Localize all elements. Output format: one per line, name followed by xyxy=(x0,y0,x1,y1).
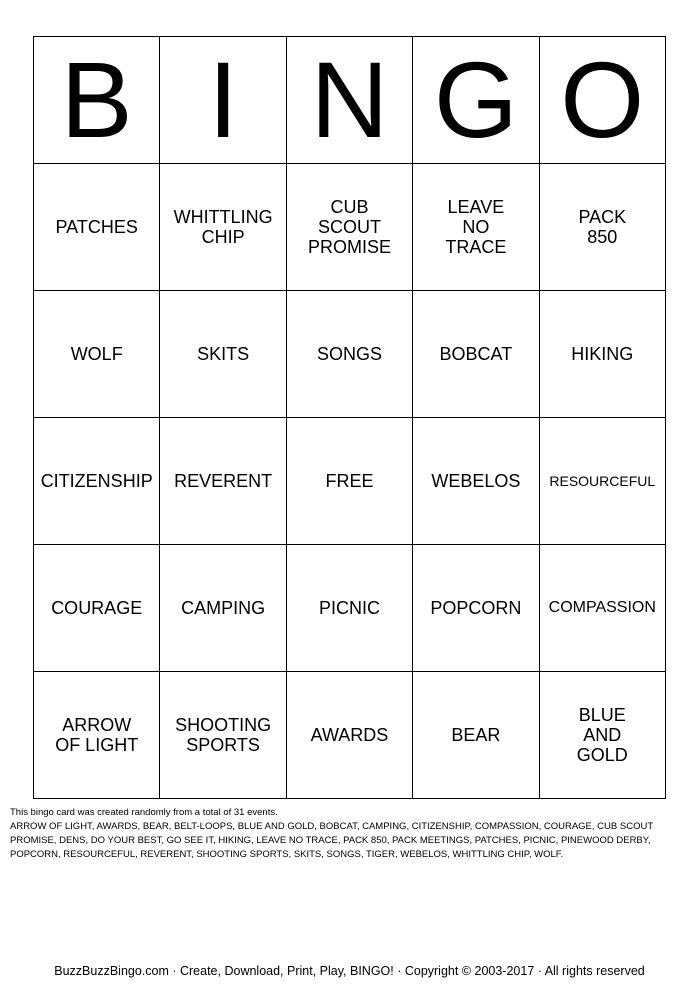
header-letter-g: G xyxy=(413,37,539,164)
bingo-cell: AWARDS xyxy=(286,672,412,799)
bingo-row xyxy=(34,672,666,799)
bingo-cell: REVERENT xyxy=(160,418,286,545)
bingo-cell: LEAVE NO TRACE xyxy=(413,164,539,291)
bingo-cell: CITIZENSHIP xyxy=(34,418,160,545)
header-letter-o: O xyxy=(539,37,665,164)
bingo-row xyxy=(34,164,666,291)
bingo-cell: WEBELOS xyxy=(413,418,539,545)
header-letter-i: I xyxy=(160,37,286,164)
free-space-cell: FREE xyxy=(286,418,412,545)
card-info xyxy=(10,806,660,862)
bingo-cell: WOLF xyxy=(34,291,160,418)
bingo-cell: BOBCAT xyxy=(413,291,539,418)
bingo-cell: CUB SCOUT PROMISE xyxy=(286,164,412,291)
bingo-cell: SONGS xyxy=(286,291,412,418)
page-footer: BuzzBuzzBingo.com · Create, Download, Print, Play, BINGO! · Copyright © 2003-2017 · All rights reserved xyxy=(54,964,645,978)
bingo-cell: PACK 850 xyxy=(539,164,665,291)
bingo-cell: BEAR xyxy=(413,672,539,799)
card-info-intro: This bingo card was created randomly from a total of 31 events. xyxy=(10,807,278,818)
bingo-row xyxy=(34,291,666,418)
bingo-header-row xyxy=(34,37,666,164)
bingo-cell: POPCORN xyxy=(413,545,539,672)
bingo-cell: CAMPING xyxy=(160,545,286,672)
header-letter-n: N xyxy=(286,37,412,164)
bingo-cell: RESOURCEFUL xyxy=(539,418,665,545)
bingo-cell: COMPASSION xyxy=(539,545,665,672)
bingo-cell: COURAGE xyxy=(34,545,160,672)
header-letter-b: B xyxy=(34,37,160,164)
bingo-card xyxy=(33,36,666,799)
bingo-row xyxy=(34,418,666,545)
card-info-events: ARROW OF LIGHT, AWARDS, BEAR, BELT-LOOPS, BLUE AND GOLD, BOBCAT, CAMPING, CITIZENSHIP, COMPASSION, COURAGE, CUB SCOUT PROMISE, DENS, DO YOUR BEST, GO SEE IT, HIKING, LEAVE NO TRACE, PACK 850, PACK MEETINGS, PATCHES, PICNIC, PINEWOOD DERBY, POPCORN, RESOURCEFUL, REVERENT, SHOOTING SPORTS, SKITS, SONGS, TIGER, WEBELOS, WHITTLING CHIP, WOLF. xyxy=(10,821,653,860)
bingo-cell: BLUE AND GOLD xyxy=(539,672,665,799)
bingo-cell: PICNIC xyxy=(286,545,412,672)
bingo-row xyxy=(34,545,666,672)
bingo-cell: WHITTLING CHIP xyxy=(160,164,286,291)
bingo-cell: HIKING xyxy=(539,291,665,418)
bingo-cell: PATCHES xyxy=(34,164,160,291)
bingo-cell: ARROW OF LIGHT xyxy=(34,672,160,799)
bingo-cell: SHOOTING SPORTS xyxy=(160,672,286,799)
bingo-cell: SKITS xyxy=(160,291,286,418)
